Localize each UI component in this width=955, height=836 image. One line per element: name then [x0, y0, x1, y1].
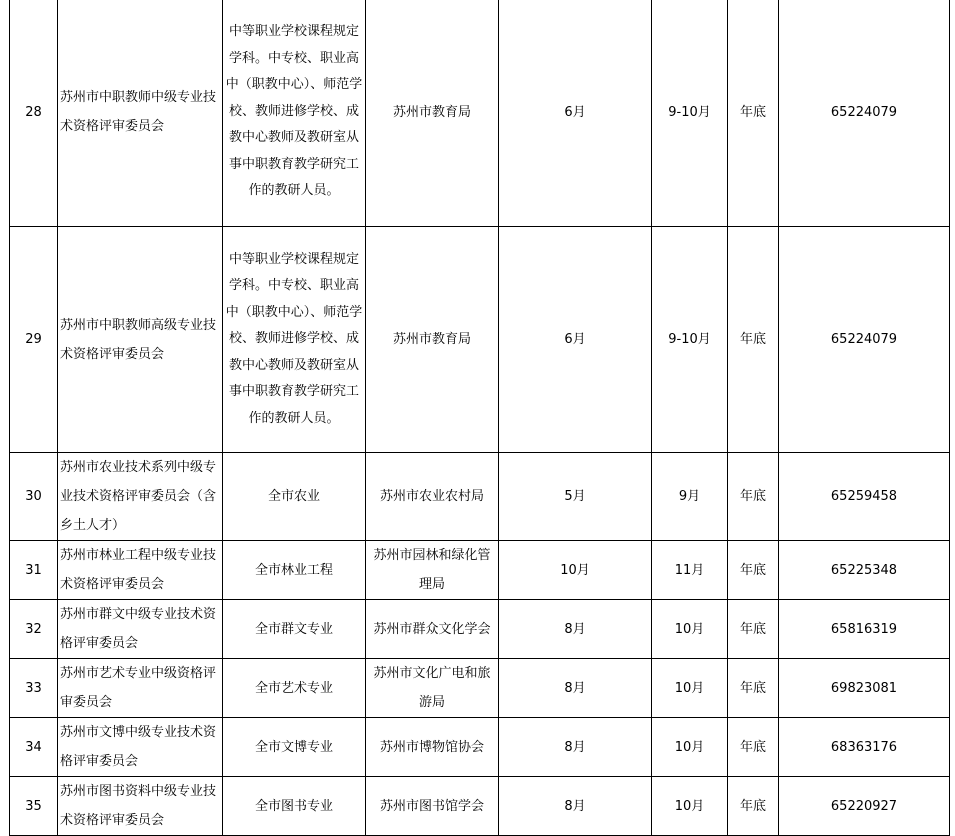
table-row — [10, 227, 950, 453]
scope-cell: 全市文博专业 — [223, 718, 366, 777]
dept-cell: 苏州市农业农村局 — [366, 453, 499, 541]
apply-month: 8月 — [499, 718, 652, 777]
row-number: 32 — [10, 600, 58, 659]
committee-name: 苏州市文博中级专业技术资格评审委员会 — [58, 718, 223, 777]
table-row — [10, 659, 950, 718]
dept-cell: 苏州市教育局 — [366, 227, 499, 453]
review-month: 10月 — [652, 718, 728, 777]
result-time: 年底 — [728, 600, 779, 659]
phone-cell: 65225348 — [779, 541, 950, 600]
result-time: 年底 — [728, 659, 779, 718]
review-month: 10月 — [652, 600, 728, 659]
scope-cell: 全市艺术专业 — [223, 659, 366, 718]
dept-cell: 苏州市园林和绿化管理局 — [366, 541, 499, 600]
review-month: 9月 — [652, 453, 728, 541]
committee-name: 苏州市艺术专业中级资格评审委员会 — [58, 659, 223, 718]
dept-cell: 苏州市文化广电和旅游局 — [366, 659, 499, 718]
row-number: 31 — [10, 541, 58, 600]
result-time: 年底 — [728, 0, 779, 227]
apply-month: 8月 — [499, 600, 652, 659]
review-month: 11月 — [652, 541, 728, 600]
result-time: 年底 — [728, 227, 779, 453]
dept-cell: 苏州市图书馆学会 — [366, 777, 499, 836]
apply-month: 6月 — [499, 227, 652, 453]
review-month: 10月 — [652, 659, 728, 718]
committee-name: 苏州市群文中级专业技术资格评审委员会 — [58, 600, 223, 659]
apply-month: 8月 — [499, 777, 652, 836]
committee-name: 苏州市中职教师高级专业技术资格评审委员会 — [58, 227, 223, 453]
row-number: 34 — [10, 718, 58, 777]
phone-cell: 65259458 — [779, 453, 950, 541]
committee-name: 苏州市林业工程中级专业技术资格评审委员会 — [58, 541, 223, 600]
row-number: 28 — [10, 0, 58, 227]
result-time: 年底 — [728, 718, 779, 777]
row-number: 29 — [10, 227, 58, 453]
phone-cell: 65224079 — [779, 227, 950, 453]
dept-cell: 苏州市博物馆协会 — [366, 718, 499, 777]
table-row — [10, 453, 950, 541]
table-row — [10, 777, 950, 836]
result-time: 年底 — [728, 453, 779, 541]
row-number: 35 — [10, 777, 58, 836]
row-number: 30 — [10, 453, 58, 541]
phone-cell: 65816319 — [779, 600, 950, 659]
committee-name: 苏州市图书资料中级专业技术资格评审委员会 — [58, 777, 223, 836]
table-row — [10, 718, 950, 777]
table-row — [10, 600, 950, 659]
phone-cell: 68363176 — [779, 718, 950, 777]
review-month: 10月 — [652, 777, 728, 836]
result-time: 年底 — [728, 541, 779, 600]
scope-cell: 全市图书专业 — [223, 777, 366, 836]
dept-cell: 苏州市教育局 — [366, 0, 499, 227]
apply-month: 5月 — [499, 453, 652, 541]
scope-cell: 中等职业学校课程规定学科。中专校、职业高中（职教中心）、师范学校、教师进修学校、成教中心教师及教研室从事中职教育教学研究工作的教研人员。 — [223, 227, 366, 453]
phone-cell: 65224079 — [779, 0, 950, 227]
row-number: 33 — [10, 659, 58, 718]
apply-month: 6月 — [499, 0, 652, 227]
committee-table — [9, 0, 950, 836]
scope-cell: 全市农业 — [223, 453, 366, 541]
review-month: 9-10月 — [652, 227, 728, 453]
committee-name: 苏州市中职教师中级专业技术资格评审委员会 — [58, 0, 223, 227]
review-month: 9-10月 — [652, 0, 728, 227]
dept-cell: 苏州市群众文化学会 — [366, 600, 499, 659]
committee-name: 苏州市农业技术系列中级专业技术资格评审委员会（含乡土人才） — [58, 453, 223, 541]
table-row — [10, 541, 950, 600]
scope-cell: 全市群文专业 — [223, 600, 366, 659]
phone-cell: 69823081 — [779, 659, 950, 718]
scope-cell: 全市林业工程 — [223, 541, 366, 600]
result-time: 年底 — [728, 777, 779, 836]
phone-cell: 65220927 — [779, 777, 950, 836]
apply-month: 10月 — [499, 541, 652, 600]
table-row — [10, 0, 950, 227]
apply-month: 8月 — [499, 659, 652, 718]
scope-cell: 中等职业学校课程规定学科。中专校、职业高中（职教中心）、师范学校、教师进修学校、成教中心教师及教研室从事中职教育教学研究工作的教研人员。 — [223, 0, 366, 227]
